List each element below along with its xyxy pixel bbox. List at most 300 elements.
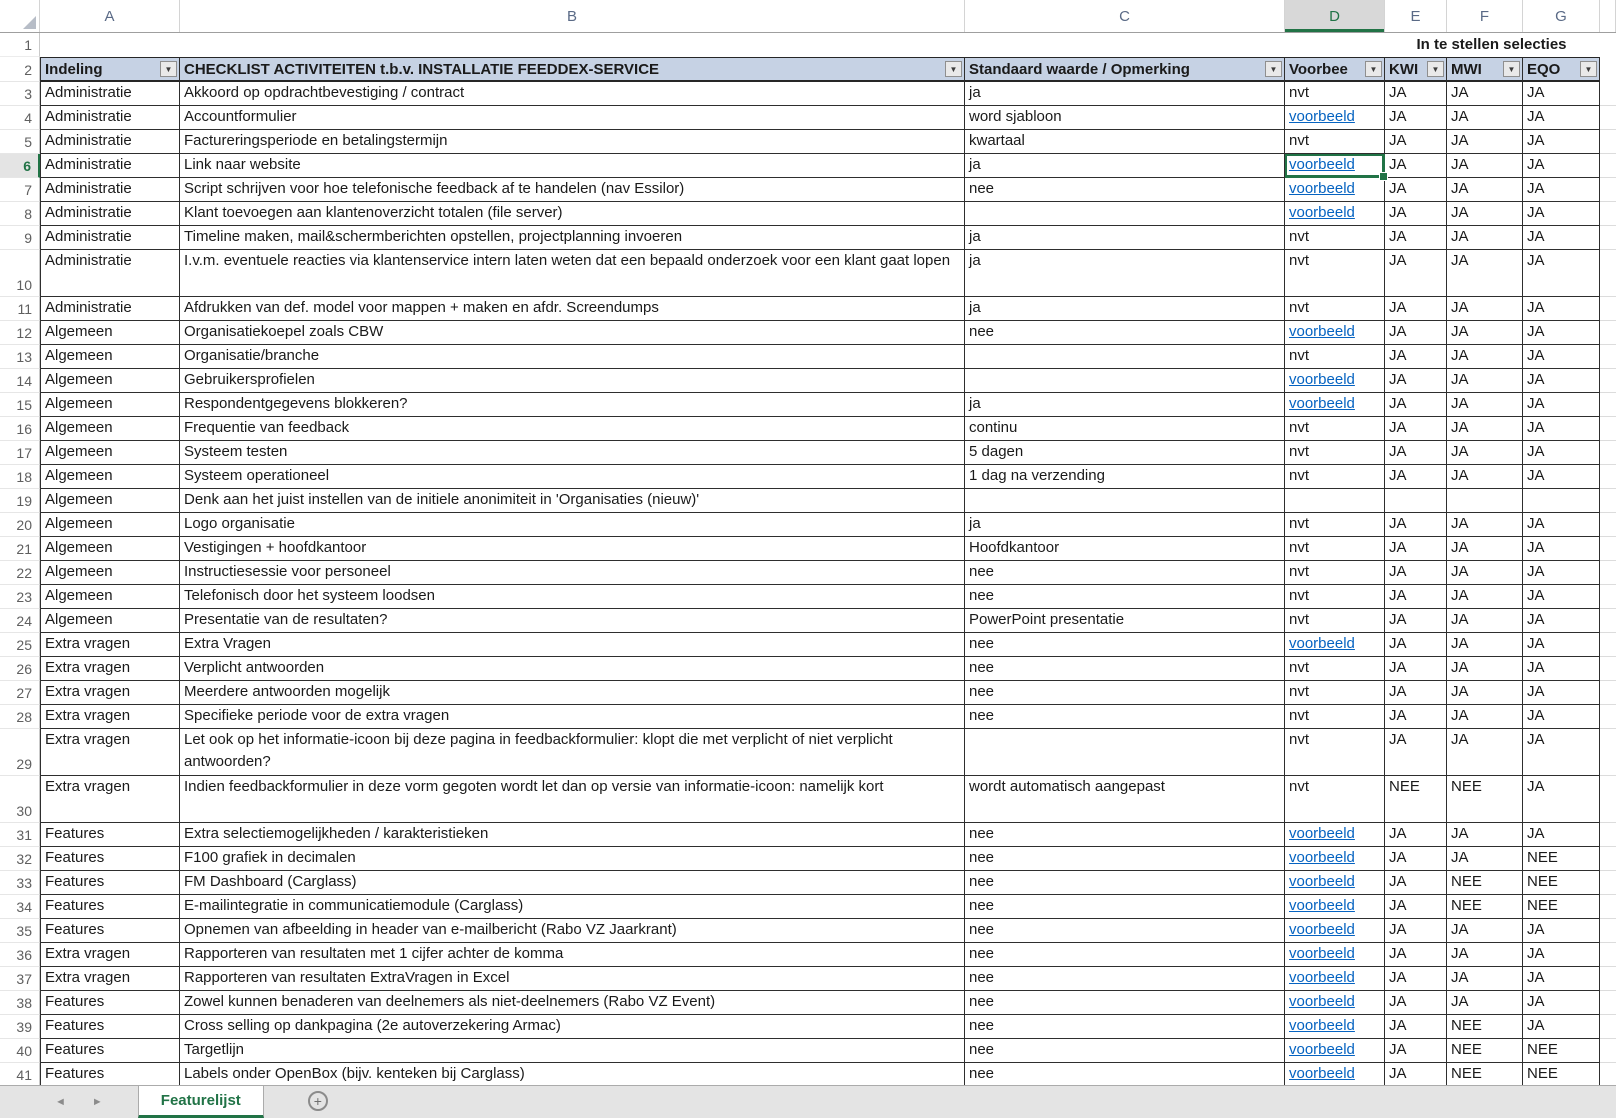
cell-D28[interactable]: nvt xyxy=(1285,705,1385,729)
cell-E22[interactable]: JA xyxy=(1385,561,1447,585)
row-1-empty-cells[interactable] xyxy=(40,33,1383,57)
cell-D32[interactable] xyxy=(1285,847,1385,871)
cell-F13[interactable]: JA xyxy=(1447,345,1523,369)
cell-G38[interactable]: JA xyxy=(1523,991,1600,1015)
cell-E17[interactable]: JA xyxy=(1385,441,1447,465)
row-number-1[interactable]: 1 xyxy=(0,33,40,57)
cell-D38[interactable] xyxy=(1285,991,1385,1015)
cell-F31[interactable]: JA xyxy=(1447,823,1523,847)
row-number-35[interactable]: 35 xyxy=(0,919,40,943)
cell-E30[interactable]: NEE xyxy=(1385,776,1447,823)
cell-F26[interactable]: JA xyxy=(1447,657,1523,681)
cell-E33[interactable]: JA xyxy=(1385,871,1447,895)
cell-G18[interactable]: JA xyxy=(1523,465,1600,489)
cell-E4[interactable]: JA xyxy=(1385,106,1447,130)
cell-C32[interactable]: nee xyxy=(965,847,1285,871)
cell-A35[interactable]: Features xyxy=(40,919,180,943)
cell-B39[interactable]: Cross selling op dankpagina (2e autoverzekering Armac) xyxy=(180,1015,965,1039)
filter-dropdown-icon[interactable]: ▼ xyxy=(945,61,962,77)
cell-F39[interactable]: NEE xyxy=(1447,1015,1523,1039)
cell-B29[interactable]: Let ook op het informatie-icoon bij deze pagina in feedbackformulier: klopt die met verplicht of niet verplicht antwoorden? xyxy=(180,729,965,776)
row-number-37[interactable]: 37 xyxy=(0,967,40,991)
cell-A9[interactable]: Administratie xyxy=(40,226,180,250)
filter-dropdown-icon[interactable]: ▼ xyxy=(1427,61,1444,77)
cell-D25[interactable] xyxy=(1285,633,1385,657)
cell-E34[interactable]: JA xyxy=(1385,895,1447,919)
cell-C5[interactable]: kwartaal xyxy=(965,130,1285,154)
cell-A30[interactable]: Extra vragen xyxy=(40,776,180,823)
cell-D30[interactable]: nvt xyxy=(1285,776,1385,823)
voorbeeld-link[interactable]: voorbeeld xyxy=(1289,323,1355,340)
cell-D23[interactable]: nvt xyxy=(1285,585,1385,609)
cell-C25[interactable]: nee xyxy=(965,633,1285,657)
cell-D34[interactable] xyxy=(1285,895,1385,919)
cell-C12[interactable]: nee xyxy=(965,321,1285,345)
row-number-12[interactable]: 12 xyxy=(0,321,40,345)
cell-G31[interactable]: JA xyxy=(1523,823,1600,847)
cell-G24[interactable]: JA xyxy=(1523,609,1600,633)
cell-E32[interactable]: JA xyxy=(1385,847,1447,871)
voorbeeld-link[interactable]: voorbeeld xyxy=(1289,993,1355,1010)
cell-F9[interactable]: JA xyxy=(1447,226,1523,250)
cell-A26[interactable]: Extra vragen xyxy=(40,657,180,681)
col-letter-e[interactable]: E xyxy=(1385,0,1447,32)
cell-F22[interactable]: JA xyxy=(1447,561,1523,585)
cell-A3[interactable]: Administratie xyxy=(40,82,180,106)
cell-D8[interactable] xyxy=(1285,202,1385,226)
cell-C33[interactable]: nee xyxy=(965,871,1285,895)
sheet-nav-next-icon[interactable]: ► xyxy=(91,1096,103,1108)
cell-C19[interactable] xyxy=(965,489,1285,513)
cell-D39[interactable] xyxy=(1285,1015,1385,1039)
col-letter-c[interactable]: C xyxy=(965,0,1285,32)
voorbeeld-link[interactable]: voorbeeld xyxy=(1289,635,1355,652)
voorbeeld-link[interactable]: voorbeeld xyxy=(1289,897,1355,914)
row-number-27[interactable]: 27 xyxy=(0,681,40,705)
row-number-38[interactable]: 38 xyxy=(0,991,40,1015)
voorbeeld-link[interactable]: voorbeeld xyxy=(1289,1065,1355,1082)
row-number-2[interactable]: 2 xyxy=(0,57,40,82)
header-cell-indeling[interactable] xyxy=(40,57,180,82)
cell-C7[interactable]: nee xyxy=(965,178,1285,202)
cell-A19[interactable]: Algemeen xyxy=(40,489,180,513)
cell-F12[interactable]: JA xyxy=(1447,321,1523,345)
cell-C21[interactable]: Hoofdkantoor xyxy=(965,537,1285,561)
filter-dropdown-icon[interactable]: ▼ xyxy=(1265,61,1282,77)
cell-E21[interactable]: JA xyxy=(1385,537,1447,561)
cell-G28[interactable]: JA xyxy=(1523,705,1600,729)
cell-G12[interactable]: JA xyxy=(1523,321,1600,345)
cell-D31[interactable] xyxy=(1285,823,1385,847)
cell-D11[interactable]: nvt xyxy=(1285,297,1385,321)
cell-B28[interactable]: Specifieke periode voor de extra vragen xyxy=(180,705,965,729)
cell-G40[interactable]: NEE xyxy=(1523,1039,1600,1063)
filter-dropdown-icon[interactable]: ▼ xyxy=(1365,61,1382,77)
cell-F3[interactable]: JA xyxy=(1447,82,1523,106)
cell-B23[interactable]: Telefonisch door het systeem loodsen xyxy=(180,585,965,609)
cell-E29[interactable]: JA xyxy=(1385,729,1447,776)
row-number-26[interactable]: 26 xyxy=(0,657,40,681)
cell-F8[interactable]: JA xyxy=(1447,202,1523,226)
cell-F28[interactable]: JA xyxy=(1447,705,1523,729)
cell-E14[interactable]: JA xyxy=(1385,369,1447,393)
cell-C30[interactable]: wordt automatisch aangepast xyxy=(965,776,1285,823)
cell-E7[interactable]: JA xyxy=(1385,178,1447,202)
voorbeeld-link[interactable]: voorbeeld xyxy=(1289,945,1355,962)
voorbeeld-link[interactable]: voorbeeld xyxy=(1289,204,1355,221)
cell-F4[interactable]: JA xyxy=(1447,106,1523,130)
cell-G7[interactable]: JA xyxy=(1523,178,1600,202)
row-number-16[interactable]: 16 xyxy=(0,417,40,441)
cell-F14[interactable]: JA xyxy=(1447,369,1523,393)
cell-G30[interactable]: JA xyxy=(1523,776,1600,823)
voorbeeld-link[interactable]: voorbeeld xyxy=(1289,1017,1355,1034)
cell-B38[interactable]: Zowel kunnen benaderen van deelnemers als niet-deelnemers (Rabo VZ Event) xyxy=(180,991,965,1015)
cell-D21[interactable]: nvt xyxy=(1285,537,1385,561)
cell-D33[interactable] xyxy=(1285,871,1385,895)
cell-B15[interactable]: Respondentgegevens blokkeren? xyxy=(180,393,965,417)
cell-A17[interactable]: Algemeen xyxy=(40,441,180,465)
cell-A14[interactable]: Algemeen xyxy=(40,369,180,393)
row-number-29[interactable]: 29 xyxy=(0,729,40,776)
cell-E36[interactable]: JA xyxy=(1385,943,1447,967)
cell-F25[interactable]: JA xyxy=(1447,633,1523,657)
cell-C40[interactable]: nee xyxy=(965,1039,1285,1063)
cell-F19[interactable] xyxy=(1447,489,1523,513)
row-number-8[interactable]: 8 xyxy=(0,202,40,226)
row-number-14[interactable]: 14 xyxy=(0,369,40,393)
cell-F24[interactable]: JA xyxy=(1447,609,1523,633)
row-number-13[interactable]: 13 xyxy=(0,345,40,369)
cell-A28[interactable]: Extra vragen xyxy=(40,705,180,729)
cell-F38[interactable]: JA xyxy=(1447,991,1523,1015)
cell-F10[interactable]: JA xyxy=(1447,250,1523,297)
cell-C29[interactable] xyxy=(965,729,1285,776)
cell-E27[interactable]: JA xyxy=(1385,681,1447,705)
cell-A38[interactable]: Features xyxy=(40,991,180,1015)
cell-C24[interactable]: PowerPoint presentatie xyxy=(965,609,1285,633)
voorbeeld-link[interactable]: voorbeeld xyxy=(1289,108,1355,125)
cell-G19[interactable] xyxy=(1523,489,1600,513)
cell-A12[interactable]: Algemeen xyxy=(40,321,180,345)
cell-A24[interactable]: Algemeen xyxy=(40,609,180,633)
cell-G11[interactable]: JA xyxy=(1523,297,1600,321)
row-number-15[interactable]: 15 xyxy=(0,393,40,417)
cell-G15[interactable]: JA xyxy=(1523,393,1600,417)
cell-D41[interactable] xyxy=(1285,1063,1385,1087)
row-number-20[interactable]: 20 xyxy=(0,513,40,537)
cell-G34[interactable]: NEE xyxy=(1523,895,1600,919)
voorbeeld-link[interactable]: voorbeeld xyxy=(1289,969,1355,986)
cell-B14[interactable]: Gebruikersprofielen xyxy=(180,369,965,393)
row-number-4[interactable]: 4 xyxy=(0,106,40,130)
cell-E40[interactable]: JA xyxy=(1385,1039,1447,1063)
cell-E19[interactable] xyxy=(1385,489,1447,513)
cell-B5[interactable]: Factureringsperiode en betalingstermijn xyxy=(180,130,965,154)
cell-B18[interactable]: Systeem operationeel xyxy=(180,465,965,489)
cell-E9[interactable]: JA xyxy=(1385,226,1447,250)
cell-E28[interactable]: JA xyxy=(1385,705,1447,729)
cell-A37[interactable]: Extra vragen xyxy=(40,967,180,991)
cell-G35[interactable]: JA xyxy=(1523,919,1600,943)
cell-A36[interactable]: Extra vragen xyxy=(40,943,180,967)
cell-B4[interactable]: Accountformulier xyxy=(180,106,965,130)
cell-A11[interactable]: Administratie xyxy=(40,297,180,321)
cell-G20[interactable]: JA xyxy=(1523,513,1600,537)
cell-E37[interactable]: JA xyxy=(1385,967,1447,991)
row-number-22[interactable]: 22 xyxy=(0,561,40,585)
cell-B22[interactable]: Instructiesessie voor personeel xyxy=(180,561,965,585)
cell-A40[interactable]: Features xyxy=(40,1039,180,1063)
cell-D40[interactable] xyxy=(1285,1039,1385,1063)
cell-G29[interactable]: JA xyxy=(1523,729,1600,776)
cell-A31[interactable]: Features xyxy=(40,823,180,847)
voorbeeld-link[interactable]: voorbeeld xyxy=(1289,873,1355,890)
header-cell-eqo[interactable] xyxy=(1523,57,1600,82)
col-letter-g[interactable]: G xyxy=(1523,0,1600,32)
cell-E18[interactable]: JA xyxy=(1385,465,1447,489)
cell-E39[interactable]: JA xyxy=(1385,1015,1447,1039)
cell-D4[interactable] xyxy=(1285,106,1385,130)
voorbeeld-link[interactable]: voorbeeld xyxy=(1289,156,1355,173)
cell-C4[interactable]: word sjabloon xyxy=(965,106,1285,130)
row-number-33[interactable]: 33 xyxy=(0,871,40,895)
cell-B24[interactable]: Presentatie van de resultaten? xyxy=(180,609,965,633)
cell-E8[interactable]: JA xyxy=(1385,202,1447,226)
cell-A39[interactable]: Features xyxy=(40,1015,180,1039)
cell-G6[interactable]: JA xyxy=(1523,154,1600,178)
cell-E26[interactable]: JA xyxy=(1385,657,1447,681)
add-sheet-button[interactable]: + xyxy=(308,1091,328,1111)
row-number-36[interactable]: 36 xyxy=(0,943,40,967)
filter-dropdown-icon[interactable]: ▼ xyxy=(1580,61,1597,77)
cell-F6[interactable]: JA xyxy=(1447,154,1523,178)
cell-C26[interactable]: nee xyxy=(965,657,1285,681)
cell-D24[interactable]: nvt xyxy=(1285,609,1385,633)
cell-G27[interactable]: JA xyxy=(1523,681,1600,705)
row-number-9[interactable]: 9 xyxy=(0,226,40,250)
cell-B16[interactable]: Frequentie van feedback xyxy=(180,417,965,441)
cell-A27[interactable]: Extra vragen xyxy=(40,681,180,705)
cell-E11[interactable]: JA xyxy=(1385,297,1447,321)
cell-D12[interactable] xyxy=(1285,321,1385,345)
cell-E31[interactable]: JA xyxy=(1385,823,1447,847)
cell-F18[interactable]: JA xyxy=(1447,465,1523,489)
cell-D15[interactable] xyxy=(1285,393,1385,417)
cell-D26[interactable]: nvt xyxy=(1285,657,1385,681)
cell-A16[interactable]: Algemeen xyxy=(40,417,180,441)
cell-B31[interactable]: Extra selectiemogelijkheden / karakteristieken xyxy=(180,823,965,847)
cell-E10[interactable]: JA xyxy=(1385,250,1447,297)
sheet-nav-prev-icon[interactable]: ◄ xyxy=(55,1096,66,1108)
cell-D20[interactable]: nvt xyxy=(1285,513,1385,537)
voorbeeld-link[interactable]: voorbeeld xyxy=(1289,371,1355,388)
cell-G14[interactable]: JA xyxy=(1523,369,1600,393)
cell-C35[interactable]: nee xyxy=(965,919,1285,943)
row-number-23[interactable]: 23 xyxy=(0,585,40,609)
row-number-41[interactable]: 41 xyxy=(0,1063,40,1087)
cell-A29[interactable]: Extra vragen xyxy=(40,729,180,776)
cell-C8[interactable] xyxy=(965,202,1285,226)
cell-C41[interactable]: nee xyxy=(965,1063,1285,1087)
row-number-10[interactable]: 10 xyxy=(0,250,40,297)
cell-C11[interactable]: ja xyxy=(965,297,1285,321)
cell-E16[interactable]: JA xyxy=(1385,417,1447,441)
cell-F20[interactable]: JA xyxy=(1447,513,1523,537)
cell-C37[interactable]: nee xyxy=(965,967,1285,991)
cell-F30[interactable]: NEE xyxy=(1447,776,1523,823)
cell-C22[interactable]: nee xyxy=(965,561,1285,585)
cell-B25[interactable]: Extra Vragen xyxy=(180,633,965,657)
voorbeeld-link[interactable]: voorbeeld xyxy=(1289,849,1355,866)
cell-C34[interactable]: nee xyxy=(965,895,1285,919)
row-number-11[interactable]: 11 xyxy=(0,297,40,321)
cell-B37[interactable]: Rapporteren van resultaten ExtraVragen in Excel xyxy=(180,967,965,991)
cell-F37[interactable]: JA xyxy=(1447,967,1523,991)
cell-C31[interactable]: nee xyxy=(965,823,1285,847)
cell-A32[interactable]: Features xyxy=(40,847,180,871)
cell-B8[interactable]: Klant toevoegen aan klantenoverzicht totalen (file server) xyxy=(180,202,965,226)
cell-F33[interactable]: NEE xyxy=(1447,871,1523,895)
voorbeeld-link[interactable]: voorbeeld xyxy=(1289,825,1355,842)
cell-F23[interactable]: JA xyxy=(1447,585,1523,609)
cell-A41[interactable]: Features xyxy=(40,1063,180,1087)
cell-C38[interactable]: nee xyxy=(965,991,1285,1015)
cell-B34[interactable]: E-mailintegratie in communicatiemodule (Carglass) xyxy=(180,895,965,919)
cell-E20[interactable]: JA xyxy=(1385,513,1447,537)
cell-E23[interactable]: JA xyxy=(1385,585,1447,609)
cell-E35[interactable]: JA xyxy=(1385,919,1447,943)
cell-C3[interactable]: ja xyxy=(965,82,1285,106)
cell-D35[interactable] xyxy=(1285,919,1385,943)
cell-G41[interactable]: NEE xyxy=(1523,1063,1600,1087)
cell-G37[interactable]: JA xyxy=(1523,967,1600,991)
cell-G13[interactable]: JA xyxy=(1523,345,1600,369)
cell-F27[interactable]: JA xyxy=(1447,681,1523,705)
cell-A18[interactable]: Algemeen xyxy=(40,465,180,489)
cell-B12[interactable]: Organisatiekoepel zoals CBW xyxy=(180,321,965,345)
cell-G4[interactable]: JA xyxy=(1523,106,1600,130)
cell-F41[interactable]: NEE xyxy=(1447,1063,1523,1087)
cell-C13[interactable] xyxy=(965,345,1285,369)
cell-F32[interactable]: JA xyxy=(1447,847,1523,871)
row-number-39[interactable]: 39 xyxy=(0,1015,40,1039)
cell-A10[interactable]: Administratie xyxy=(40,250,180,297)
cell-G10[interactable]: JA xyxy=(1523,250,1600,297)
cell-G3[interactable]: JA xyxy=(1523,82,1600,106)
cell-G26[interactable]: JA xyxy=(1523,657,1600,681)
cell-A33[interactable]: Features xyxy=(40,871,180,895)
row-number-25[interactable]: 25 xyxy=(0,633,40,657)
cell-E41[interactable]: JA xyxy=(1385,1063,1447,1087)
cell-B10[interactable]: I.v.m. eventuele reacties via klantenservice intern laten weten dat een bepaald onderzoek voor een klant gaat lopen xyxy=(180,250,965,297)
cell-E12[interactable]: JA xyxy=(1385,321,1447,345)
cell-A34[interactable]: Features xyxy=(40,895,180,919)
row-number-7[interactable]: 7 xyxy=(0,178,40,202)
cell-A22[interactable]: Algemeen xyxy=(40,561,180,585)
cell-D36[interactable] xyxy=(1285,943,1385,967)
cell-B26[interactable]: Verplicht antwoorden xyxy=(180,657,965,681)
cell-A21[interactable]: Algemeen xyxy=(40,537,180,561)
row-number-28[interactable]: 28 xyxy=(0,705,40,729)
voorbeeld-link[interactable]: voorbeeld xyxy=(1289,921,1355,938)
row-number-24[interactable]: 24 xyxy=(0,609,40,633)
cell-G39[interactable]: JA xyxy=(1523,1015,1600,1039)
cell-C6[interactable]: ja xyxy=(965,154,1285,178)
cell-F7[interactable]: JA xyxy=(1447,178,1523,202)
cell-B20[interactable]: Logo organisatie xyxy=(180,513,965,537)
cell-E6[interactable]: JA xyxy=(1385,154,1447,178)
cell-A15[interactable]: Algemeen xyxy=(40,393,180,417)
cell-B41[interactable]: Labels onder OpenBox (bijv. kenteken bij Carglass) xyxy=(180,1063,965,1087)
row-number-19[interactable]: 19 xyxy=(0,489,40,513)
row-number-31[interactable]: 31 xyxy=(0,823,40,847)
cell-A20[interactable]: Algemeen xyxy=(40,513,180,537)
cell-E3[interactable]: JA xyxy=(1385,82,1447,106)
fill-handle[interactable] xyxy=(1379,172,1388,181)
row-number-3[interactable]: 3 xyxy=(0,82,40,106)
row-number-34[interactable]: 34 xyxy=(0,895,40,919)
cell-C28[interactable]: nee xyxy=(965,705,1285,729)
row-number-6[interactable]: 6 xyxy=(0,154,40,178)
cell-B27[interactable]: Meerdere antwoorden mogelijk xyxy=(180,681,965,705)
cell-F29[interactable]: JA xyxy=(1447,729,1523,776)
cell-E24[interactable]: JA xyxy=(1385,609,1447,633)
col-letter-b[interactable]: B xyxy=(180,0,965,32)
cell-D19[interactable] xyxy=(1285,489,1385,513)
select-all-corner[interactable] xyxy=(0,0,40,32)
cell-D22[interactable]: nvt xyxy=(1285,561,1385,585)
header-cell-mwi[interactable] xyxy=(1447,57,1523,82)
row-number-17[interactable]: 17 xyxy=(0,441,40,465)
row-number-5[interactable]: 5 xyxy=(0,130,40,154)
header-cell-voorbeeld[interactable] xyxy=(1285,57,1385,82)
cell-B11[interactable]: Afdrukken van def. model voor mappen + maken en afdr. Screendumps xyxy=(180,297,965,321)
cell-D3[interactable]: nvt xyxy=(1285,82,1385,106)
cell-G5[interactable]: JA xyxy=(1523,130,1600,154)
cell-F15[interactable]: JA xyxy=(1447,393,1523,417)
cell-D18[interactable]: nvt xyxy=(1285,465,1385,489)
header-cell-kwi[interactable] xyxy=(1385,57,1447,82)
cell-G33[interactable]: NEE xyxy=(1523,871,1600,895)
cell-C36[interactable]: nee xyxy=(965,943,1285,967)
cell-A8[interactable]: Administratie xyxy=(40,202,180,226)
cell-B32[interactable]: F100 grafiek in decimalen xyxy=(180,847,965,871)
cell-G23[interactable]: JA xyxy=(1523,585,1600,609)
cell-C20[interactable]: ja xyxy=(965,513,1285,537)
sheet-tab-featurelijst[interactable]: Featurelijst xyxy=(138,1086,264,1118)
row-number-32[interactable]: 32 xyxy=(0,847,40,871)
cell-B9[interactable]: Timeline maken, mail&schermberichten opstellen, projectplanning invoeren xyxy=(180,226,965,250)
cell-D13[interactable]: nvt xyxy=(1285,345,1385,369)
cell-B21[interactable]: Vestigingen + hoofdkantoor xyxy=(180,537,965,561)
cell-A25[interactable]: Extra vragen xyxy=(40,633,180,657)
cell-G16[interactable]: JA xyxy=(1523,417,1600,441)
cell-G8[interactable]: JA xyxy=(1523,202,1600,226)
cell-C16[interactable]: continu xyxy=(965,417,1285,441)
cell-D6[interactable] xyxy=(1285,154,1385,178)
cell-E5[interactable]: JA xyxy=(1385,130,1447,154)
cell-G36[interactable]: JA xyxy=(1523,943,1600,967)
cell-F40[interactable]: NEE xyxy=(1447,1039,1523,1063)
voorbeeld-link[interactable]: voorbeeld xyxy=(1289,395,1355,412)
cell-D29[interactable]: nvt xyxy=(1285,729,1385,776)
cell-F35[interactable]: JA xyxy=(1447,919,1523,943)
cell-C17[interactable]: 5 dagen xyxy=(965,441,1285,465)
cell-G17[interactable]: JA xyxy=(1523,441,1600,465)
cell-D37[interactable] xyxy=(1285,967,1385,991)
row-number-40[interactable]: 40 xyxy=(0,1039,40,1063)
